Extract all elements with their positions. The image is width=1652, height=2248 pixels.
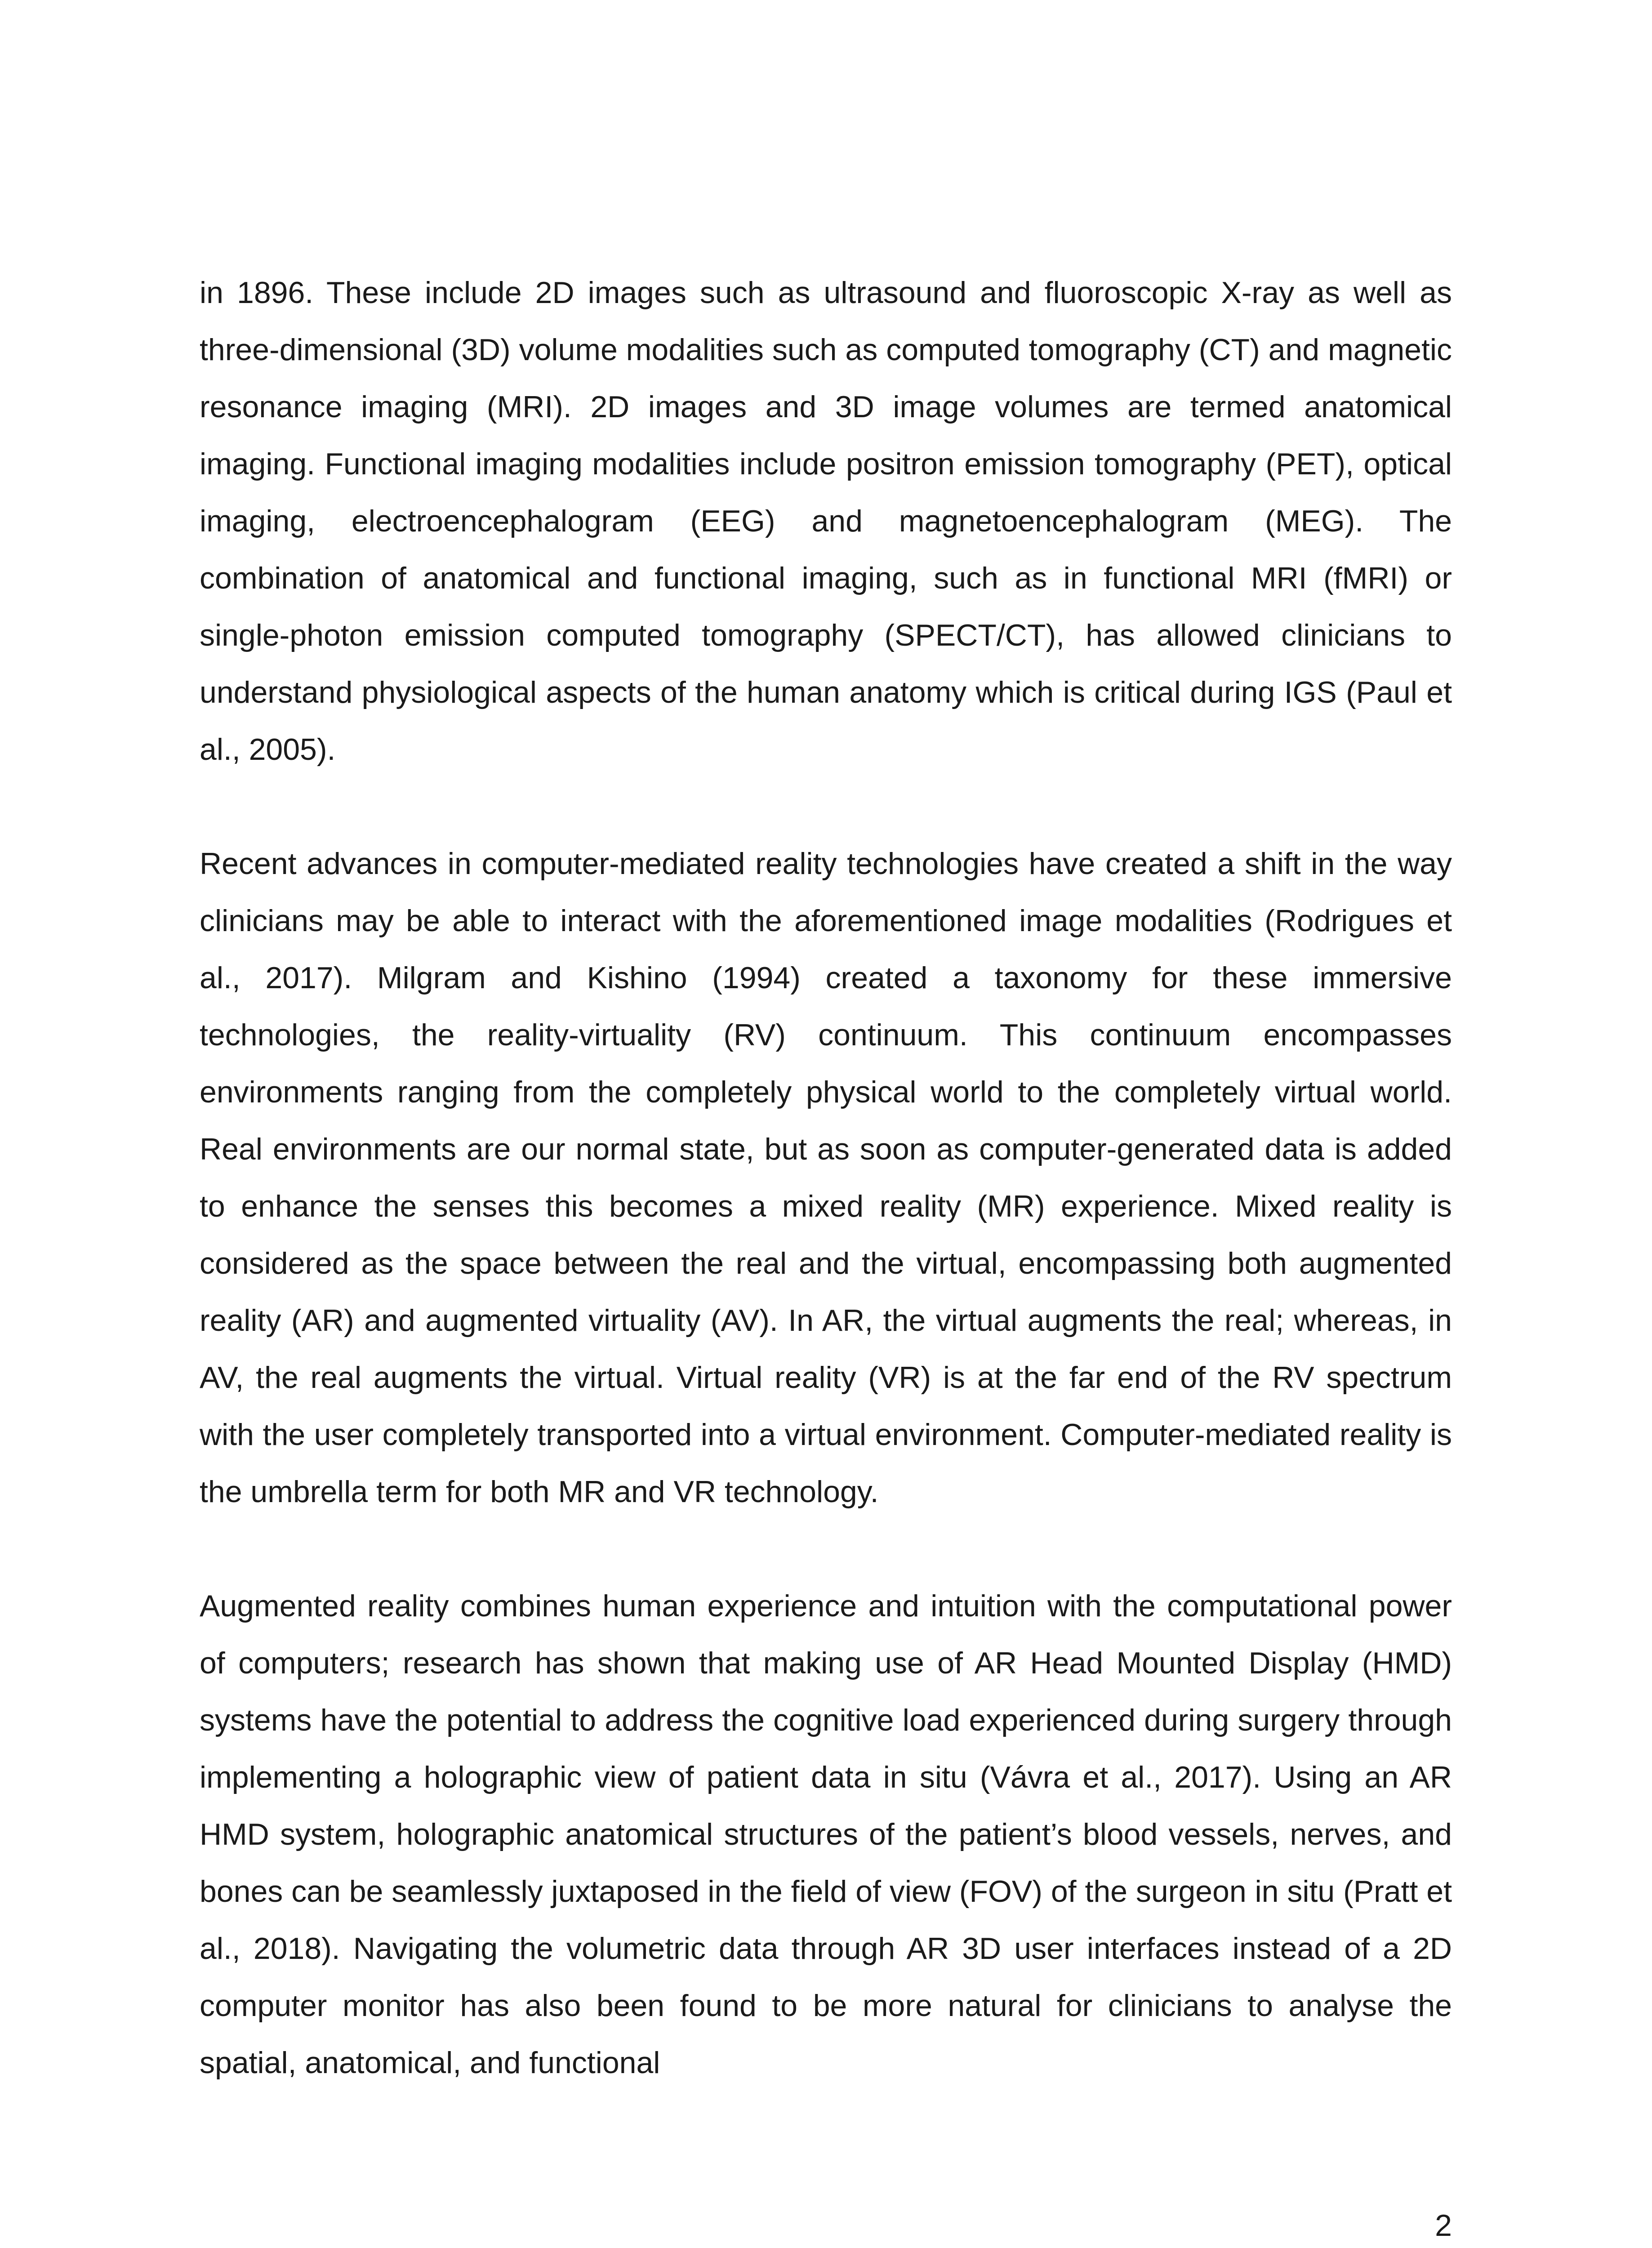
paragraph-imaging-modalities: in 1896. These include 2D images such as ultrasound and fluoroscopic X-ray as well as three-dimensional (3D) volume modalities such as computed tomography (CT) and magnetic resonance imaging (MRI). 2D images and 3D image volumes are termed anatomical imaging. Functional imaging modalities include positron emission tomography (PET), optical imaging, electroencephalogram (EEG) and magnetoencephalogram (MEG). The combination of anatomical and functional imaging, such as in functional MRI (fMRI) or single-photon emission computed tomography (SPECT/CT), has allowed clinicians to understand physiological aspects of the human anatomy which is critical during IGS (Paul et al., 2005). [200, 276, 1452, 767]
body-text [200, 264, 1452, 2092]
page-number: 2 [1435, 2208, 1452, 2243]
paragraph-augmented-reality: Augmented reality combines human experience and intuition with the computational power of computers; research has shown that making use of AR Head Mounted Display (HMD) systems have the potential to address the cognitive load experienced during surgery through implementing a holographic view of patient data in situ (Vávra et al., 2017). Using an AR HMD system, holographic anatomical structures of the patient’s blood vessels, nerves, and bones can be seamlessly juxtaposed in the field of view (FOV) of the surgeon in situ (Pratt et al., 2018). Navigating the volumetric data through AR 3D user interfaces instead of a 2D computer monitor has also been found to be more natural for clinicians to analyse the spatial, anatomical, and functional [200, 1589, 1452, 2080]
paragraph-computer-mediated-reality: Recent advances in computer-mediated reality technologies have created a shift in the way clinicians may be able to interact with the aforementioned image modalities (Rodrigues et al., 2017). Milgram and Kishino (1994) created a taxonomy for these immersive technologies, the reality-virtuality (RV) continuum. This continuum encompasses environments ranging from the completely physical world to the completely virtual world. Real environments are our normal state, but as soon as computer-generated data is added to enhance the senses this becomes a mixed reality (MR) experience. Mixed reality is considered as the space between the real and the virtual, encompassing both augmented reality (AR) and augmented virtuality (AV). In AR, the virtual augments the real; whereas, in AV, the real augments the virtual. Virtual reality (VR) is at the far end of the RV spectrum with the user completely transported into a virtual environment. Computer-mediated reality is the umbrella term for both MR and VR technology. [200, 847, 1452, 1509]
